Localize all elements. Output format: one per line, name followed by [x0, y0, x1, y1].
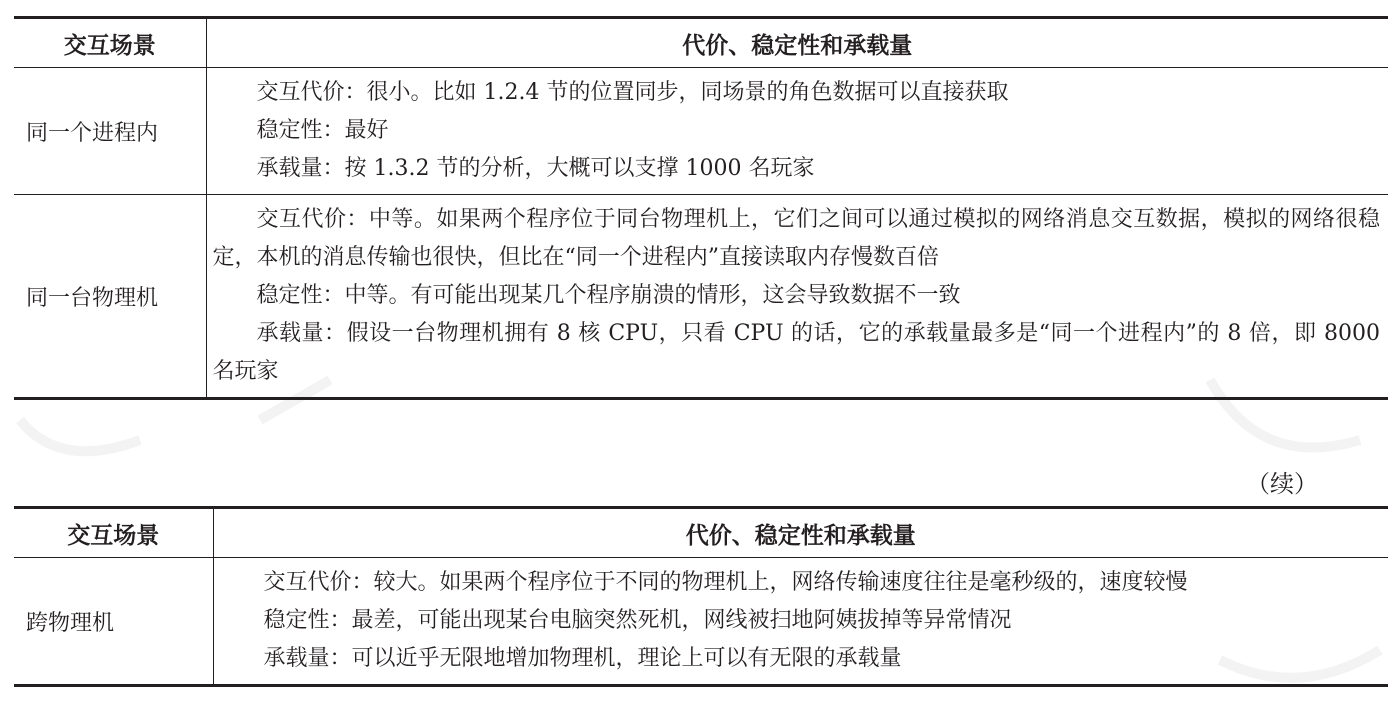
detail-cell [213, 558, 1388, 686]
capacity-line: 承载量：可以近乎无限地增加物理机，理论上可以有无限的承载量 [263, 646, 902, 671]
header-scene: 交互场景 [14, 18, 206, 68]
detail-cell [206, 68, 1388, 195]
capacity-line: 承载量：按 1.3.2 节的分析，大概可以支撑 1000 名玩家 [256, 156, 815, 181]
table-header-row [14, 508, 1388, 558]
stability-line: 稳定性：最好 [256, 118, 389, 143]
interaction-table [14, 16, 1388, 400]
stability-line: 稳定性：中等。有可能出现某几个程序崩溃的情形，这会导致数据不一致 [256, 283, 961, 308]
scene-cell: 同一台物理机 [14, 195, 206, 399]
interaction-table-continued [14, 506, 1388, 687]
scene-cell: 同一个进程内 [14, 68, 206, 195]
table-header-row [14, 18, 1388, 68]
cost-line: 交互代价：很小。比如 1.2.4 节的位置同步，同场景的角色数据可以直接获取 [256, 80, 1009, 105]
header-detail: 代价、稳定性和承载量 [206, 18, 1388, 68]
cost-line: 交互代价：中等。如果两个程序位于同台物理机上，它们之间可以通过模拟的网络消息交互数据，模拟的网络很稳定，本机的消息传输也很快，但比在“同一个进程内”直接读取内存慢数百倍 [212, 207, 1380, 270]
detail-cell [206, 195, 1388, 399]
header-scene: 交互场景 [14, 508, 213, 558]
capacity-line: 承载量：假设一台物理机拥有 8 核 CPU，只看 CPU 的话，它的承载量最多是“同一个进程内”的 8 倍，即 8000 名玩家 [212, 321, 1380, 384]
table-row [14, 68, 1388, 195]
table-row [14, 195, 1388, 399]
scene-cell: 跨物理机 [14, 558, 213, 686]
table-row [14, 558, 1388, 686]
header-detail: 代价、稳定性和承载量 [213, 508, 1388, 558]
continued-label: （续） [1246, 470, 1318, 498]
stability-line: 稳定性：最差，可能出现某台电脑突然死机，网线被扫地阿姨拔掉等异常情况 [263, 608, 1012, 633]
cost-line: 交互代价：较大。如果两个程序位于不同的物理机上，网络传输速度往往是毫秒级的，速度较慢 [263, 570, 1188, 595]
